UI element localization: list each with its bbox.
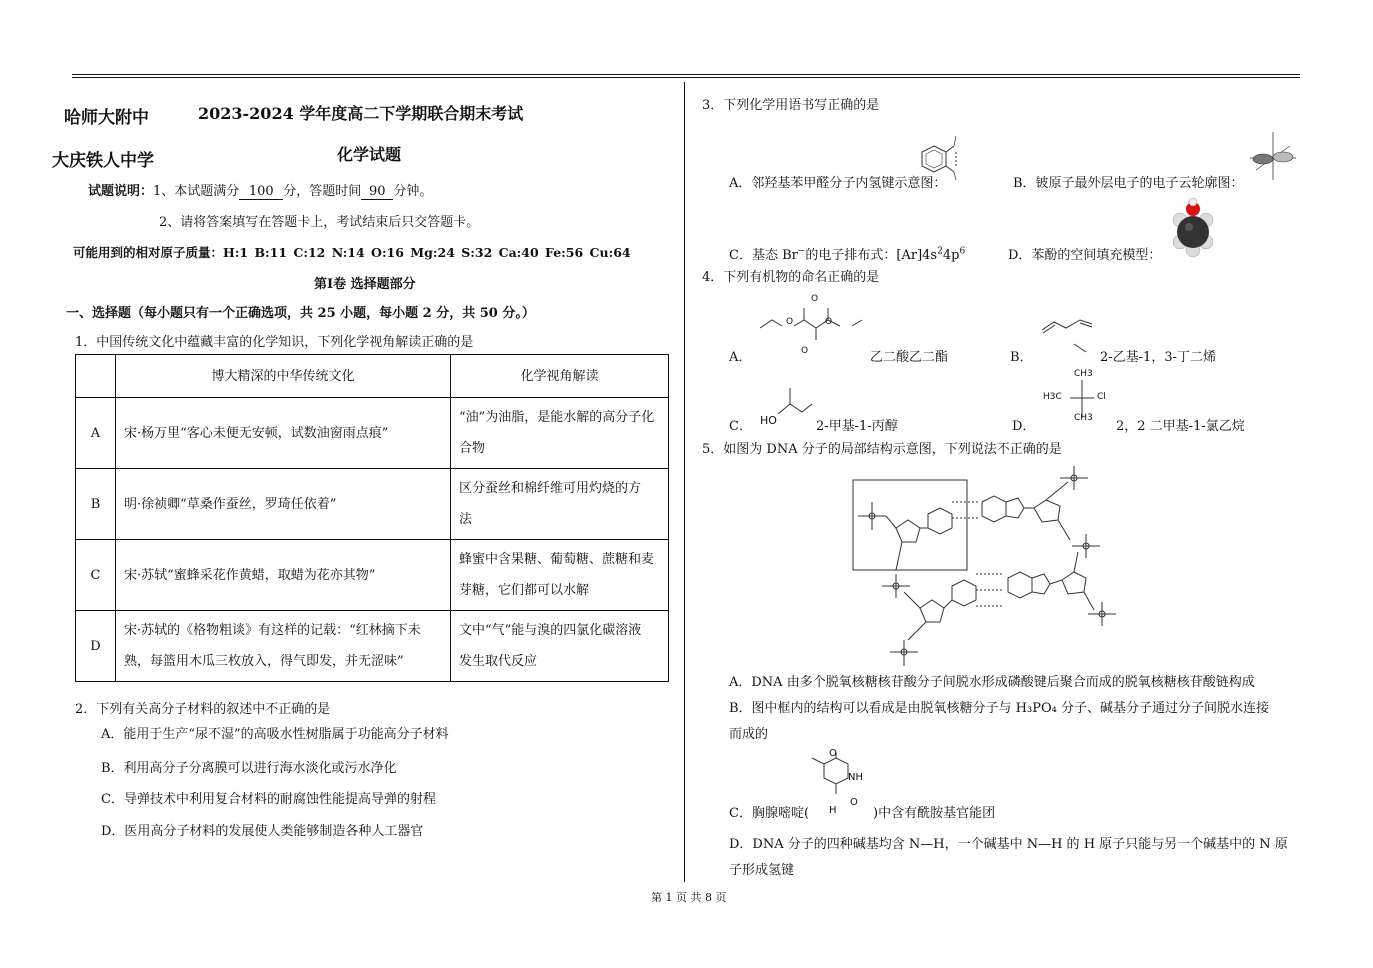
q5-option-b-line1: B．图中框内的结构可以看成是由脱氧核糖分子与 H₃PO₄ 分子、碱基分子通过分子间脱水连接 — [729, 701, 1269, 716]
table-col-interpretation: 化学视角解读 — [451, 355, 669, 398]
q5-option-c: C．胸腺嘧啶( )中含有酰胺基官能团 — [729, 806, 996, 821]
q4-option-a-label: A． — [729, 350, 752, 365]
top-rule — [72, 74, 1300, 75]
part-one-heading: 一、选择题（每小题只有一个正确选项，共 25 小题，每小题 2 分，共 50 分。） — [66, 306, 535, 321]
table-header-row — [76, 355, 669, 398]
q4-stem: 4．下列有机物的命名正确的是 — [702, 270, 880, 285]
table-row: A 宋·杨万里“客心未便无安顿，试数油窗雨点痕” “油”为油脂，是能水解的高分子化 合物 — [76, 398, 669, 469]
top-rule-2 — [72, 77, 1300, 78]
table-row: D 宋·苏轼的《格物粗谈》有这样的记载：“红林摘下未 熟，每篮用木瓜三枚放入，得气即发，并无涩味” 文中“气”能与溴的四氯化碳溶液 发生取代反应 — [76, 611, 669, 682]
phenol-spacefill-model — [1170, 198, 1216, 256]
q3-option-b: B．铍原子最外层电子的电子云轮廓图： — [1013, 176, 1244, 191]
p-orbital-diagram — [1248, 130, 1298, 182]
q3-option-c: C．基态 Br−的电子排布式：$[Ar]4s^24p^6$ — [729, 246, 966, 263]
atomic-mass-line: 可能用到的相对原子质量：H:1 B:11 C:12 N:14 O:16 Mg:24 S:32 Ca:40 Fe:56 Cu:64 — [73, 245, 631, 260]
q5-stem: 5．如图为 DNA 分子的局部结构示意图，下列说法不正确的是 — [702, 442, 1062, 457]
table-row: C 宋·苏轼“蜜蜂采花作黄蜡，取蜡为花亦其物” 蜂蜜中含果糖、葡萄糖、蔗糖和麦 芽糖，它们都可以水解 — [76, 540, 669, 611]
school-name-2: 大庆铁人中学 — [52, 151, 154, 171]
q2-stem: 2．下列有关高分子材料的叙述中不正确的是 — [75, 702, 331, 717]
time-value: 90 — [361, 184, 393, 200]
q5-option-a: A．DNA 由多个脱氧核糖核苷酸分子间脱水形成磷酸键后聚合而成的脱氧核糖核苷酸链构成 — [729, 675, 1255, 690]
q4-option-b-name: 2-乙基-1，3-丁二烯 — [1100, 350, 1216, 365]
column-divider — [684, 82, 685, 882]
q2-option-c: C．导弹技术中利用复合材料的耐腐蚀性能提高导弹的射程 — [101, 792, 436, 807]
q4-option-c-name: 2-甲基-1-丙醇 — [816, 419, 898, 434]
dna-structure-diagram — [848, 462, 1138, 670]
q2-option-b: B．利用高分子分离膜可以进行海水淡化或污水净化 — [101, 761, 397, 776]
q3-option-a: A．邻羟基苯甲醛分子内氢键示意图： — [729, 176, 947, 191]
q4-option-b-label: B． — [1010, 350, 1033, 365]
exam-note-1: 试题说明：1、本试题满分 100 分，答题时间 90 分钟。 — [88, 184, 433, 199]
q4-option-c-label: C． — [729, 419, 752, 434]
q5-option-d-line2: 子形成氢键 — [729, 863, 795, 878]
q3-option-d: D．苯酚的空间填充模型： — [1008, 248, 1162, 263]
q4-option-a-name: 乙二酸乙二酯 — [870, 350, 949, 365]
q4-option-d-name: 2，2 二甲基-1-氯乙烷 — [1116, 419, 1245, 434]
q4-option-d-label: D． — [1012, 419, 1036, 434]
score-value: 100 — [239, 184, 283, 200]
q1-stem: 1．中国传统文化中蕴藏丰富的化学知识，下列化学视角解读正确的是 — [75, 335, 474, 350]
diene-structure — [1040, 314, 1096, 358]
q1-table — [75, 354, 669, 682]
page-number: 第 1 页 共 8 页 — [651, 891, 727, 904]
q5-option-b-line2: 而成的 — [729, 727, 769, 742]
q3-stem: 3．下列化学用语书写正确的是 — [702, 98, 880, 113]
school-name-1: 哈师大附中 — [64, 108, 149, 128]
table-col-culture: 博大精深的中华传统文化 — [116, 355, 451, 398]
section-title: 第Ⅰ卷 选择题部分 — [314, 277, 416, 292]
exam-note-2: 2、请将答案填写在答题卡上，考试结束后只交答题卡。 — [159, 215, 480, 230]
q2-option-d: D．医用高分子材料的发展使人类能够制造各种人工器官 — [101, 824, 424, 839]
exam-title: 2023-2024 学年度高二下学期联合期末考试 — [198, 104, 524, 123]
table-row: B 明·徐祯卿“草桑作蚕丝，罗琦任依着” 区分蚕丝和棉纤维可用灼烧的方 法 — [76, 469, 669, 540]
q5-option-d-line1: D．DNA 分子的四种碱基均含 N—H，一个碱基中 N—H 的 H 原子只能与另一个碱基中的 N 原 — [729, 837, 1288, 852]
subject-title: 化学试题 — [337, 145, 402, 164]
q2-option-a: A．能用于生产“尿不湿”的高吸水性树脂属于功能高分子材料 — [101, 727, 449, 742]
